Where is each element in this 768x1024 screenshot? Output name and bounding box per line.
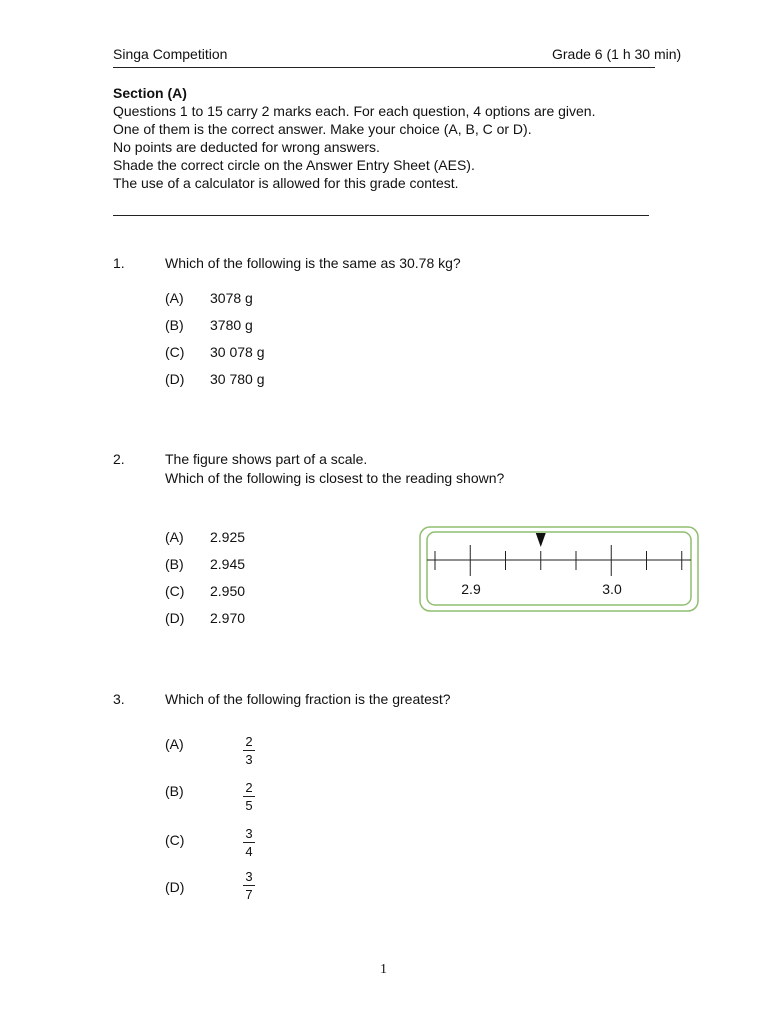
scale-pointer-icon — [536, 533, 546, 547]
intro-line-4: Shade the correct circle on the Answer Entry Sheet (AES). — [113, 157, 475, 173]
header-left: Singa Competition — [113, 46, 228, 62]
option-letter: (B) — [165, 317, 184, 333]
question-number: 2. — [113, 451, 125, 467]
fraction-denominator: 7 — [245, 887, 253, 902]
section-rule — [113, 215, 649, 216]
intro-line-3: No points are deducted for wrong answers. — [113, 139, 380, 155]
option-letter: (A) — [165, 290, 184, 306]
option-value: 2.970 — [210, 610, 246, 626]
option-value: 30 780 g — [210, 371, 265, 387]
fraction-option-b — [243, 780, 255, 813]
fraction-numerator: 2 — [245, 780, 253, 795]
question-text-line-2: Which of the following is closest to the reading shown? — [165, 470, 505, 486]
option-value: 3078 g — [210, 290, 253, 306]
header-right: Grade 6 (1 h 30 min) — [552, 46, 682, 62]
question-number: 3. — [113, 691, 125, 707]
option-letter: (B) — [165, 556, 184, 572]
option-value: 30 078 g — [210, 344, 265, 360]
fraction-denominator: 3 — [245, 752, 253, 767]
fraction-option-d — [243, 869, 255, 902]
fraction-option-a — [243, 734, 255, 767]
question-text-line-1: The figure shows part of a scale. — [165, 451, 368, 467]
intro-line-1: Questions 1 to 15 carry 2 marks each. For each question, 4 options are given. — [113, 103, 596, 119]
option-value: 3780 g — [210, 317, 253, 333]
option-letter: (A) — [165, 736, 184, 752]
fraction-bar — [243, 885, 255, 886]
fraction-numerator: 3 — [245, 869, 253, 884]
fraction-bar — [243, 842, 255, 843]
option-letter: (C) — [165, 583, 185, 599]
scale-label: 3.0 — [602, 581, 622, 597]
question-text: Which of the following fraction is the greatest? — [165, 691, 451, 707]
fraction-denominator: 5 — [245, 798, 253, 813]
option-value: 2.945 — [210, 556, 246, 572]
fraction-numerator: 2 — [245, 734, 253, 749]
fraction-denominator: 4 — [245, 844, 253, 859]
fraction-option-c — [243, 826, 255, 859]
fraction-numerator: 3 — [245, 826, 253, 841]
fraction-bar — [243, 796, 255, 797]
intro-line-2: One of them is the correct answer. Make your choice (A, B, C or D). — [113, 121, 532, 137]
option-letter: (D) — [165, 879, 185, 895]
scale-figure — [418, 525, 700, 613]
question-text: Which of the following is the same as 30.78 kg? — [165, 255, 461, 271]
option-letter: (D) — [165, 610, 185, 626]
fraction-bar — [243, 750, 255, 751]
header-rule — [113, 67, 655, 68]
option-letter: (C) — [165, 832, 185, 848]
scale-label: 2.9 — [461, 581, 481, 597]
option-value: 2.950 — [210, 583, 246, 599]
scale-outer-border — [420, 527, 698, 611]
question-number: 1. — [113, 255, 125, 271]
option-letter: (C) — [165, 344, 185, 360]
option-letter: (D) — [165, 371, 185, 387]
intro-line-5: The use of a calculator is allowed for this grade contest. — [113, 175, 459, 191]
option-value: 2.925 — [210, 529, 246, 545]
option-letter: (B) — [165, 783, 184, 799]
section-title: Section (A) — [113, 85, 187, 101]
page-number: 1 — [380, 962, 387, 977]
option-letter: (A) — [165, 529, 184, 545]
